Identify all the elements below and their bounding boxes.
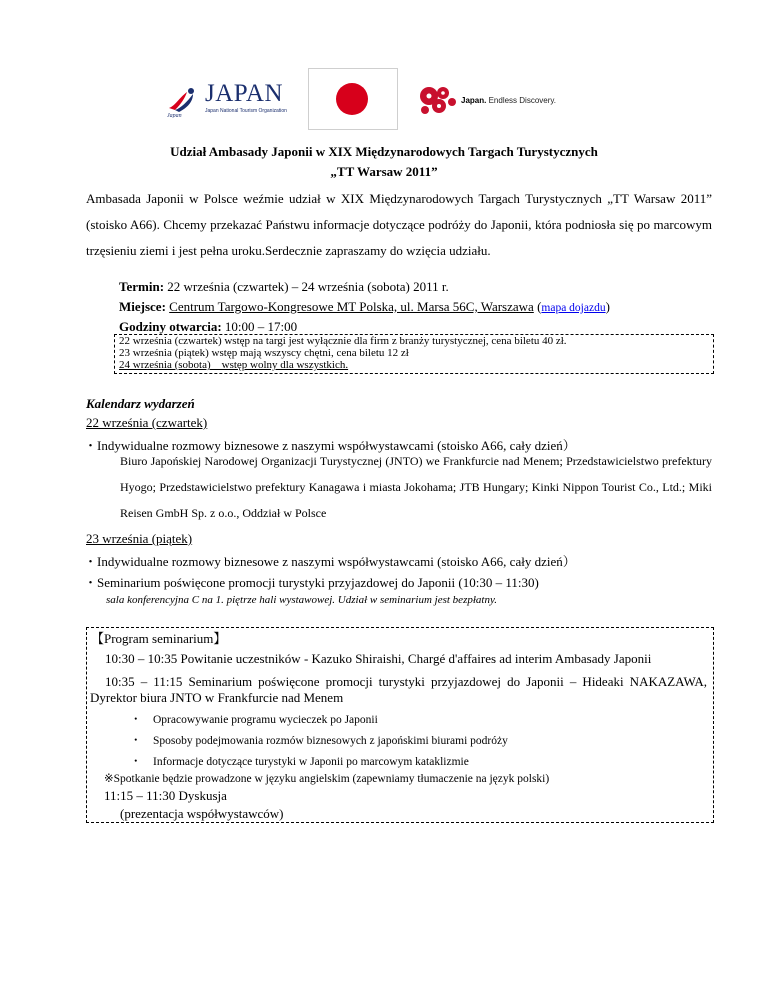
ticket-line: 22 września (czwartek) wstęp na targi jest wyłącznie dla firm z branży turystycznej, cena biletu 40 zł.: [119, 335, 567, 347]
map-link[interactable]: mapa dojazdu: [541, 302, 606, 314]
place-label: Miejsce:: [119, 299, 166, 314]
japan-flag: [308, 68, 398, 130]
jnto-subtitle: Japan National Tourism Organization: [205, 108, 287, 114]
program-subitem: ・ Opracowywanie programu wycieczek po Japonii: [130, 714, 378, 726]
day2-bullet-meetings: ・Indywidualne rozmowy biznesowe z naszymi współwystawcami (stoisko A66, cały dzień）: [84, 554, 576, 569]
term-line: [119, 279, 449, 295]
day1-bullet: ・Indywidualne rozmowy biznesowe z naszymi współwystawcami (stoisko A66, cały dzień）: [84, 438, 576, 453]
program-item-welcome: 10:30 – 10:35 Powitanie uczestników - Kazuko Shiraishi, Chargé d'affaires ad interim Ambasady Japonii: [105, 651, 652, 666]
program-title: 【Program seminarium】: [91, 631, 227, 646]
program-item-discussion: 11:15 – 11:30 Dyskusja: [104, 788, 227, 803]
hours-label: Godziny otwarcia:: [119, 319, 222, 334]
program-language-note: ※Spotkanie będzie prowadzone w języku angielskim (zapewniamy tłumaczenie na język polski): [104, 773, 550, 785]
intro-paragraph: Ambasada Japonii w Polsce weźmie udział w XIX Międzynarodowych Targach Turystycznych „TT Warsaw 2011” (stoisko A66). Chcemy przekazać Państwu informacje dotyczące podróży do Japonii, która podniosła się po marcowym trzęsieniu ziemi i jest pełna uroku.Serdecznie zapraszamy do wzięcia udziału.: [86, 191, 712, 258]
campaign-brand: Japan.: [461, 96, 487, 105]
term-value: 22 września (czwartek) – 24 września (sobota) 2011 r.: [164, 279, 449, 294]
logo-bar: [165, 66, 595, 128]
hours-line: [119, 319, 297, 335]
program-item-discussion-note: (prezentacja współwystawców): [120, 806, 284, 821]
seminar-note: sala konferencyjna C na 1. piętrze hali wystawowej. Udział w seminarium jest bezpłatny.: [106, 594, 497, 606]
jnto-logo-icon: [165, 84, 201, 118]
place-line: [119, 299, 610, 315]
program-item-seminar-cont: Dyrektor biura JNTO w Frankfurcie nad Menem: [90, 690, 344, 705]
svg-text:Japan: Japan: [167, 113, 182, 118]
venue-link[interactable]: Centrum Targowo-Kongresowe MT Polska, ul. Marsa 56C, Warszawa: [169, 299, 534, 314]
flag-sun-disc: [336, 83, 368, 115]
campaign-slogan: Endless Discovery.: [488, 96, 557, 105]
hours-value: 10:00 – 17:00: [221, 319, 298, 334]
term-label: Termin:: [119, 279, 165, 294]
program-item-seminar: 10:35 – 11:15 Seminarium poświęcone promocji turystyki przyjazdowej do Japonii – Hideaki NAKAZAWA,: [105, 674, 707, 689]
ticket-line: 24 września (sobota) wstęp wolny dla wszystkich.: [119, 359, 349, 371]
campaign-tagline: [461, 96, 556, 105]
day1-exhibitors: Biuro Japońskiej Narodowej Organizacji Turystycznej (JNTO) we Frankfurcie nad Menem; Przedstawicielstwo prefektury Hyogo; Przedstawicielstwo prefektury Kanagawa i miasta Jokohama; JTB Hungary; Kinki Nippon Tourist Co., Ltd.; Miki Reisen GmbH Sp. z o.o., Oddział w Polsce: [120, 454, 712, 520]
page-subtitle: „TT Warsaw 2011”: [330, 164, 438, 179]
ticket-line: 23 września (piątek) wstęp mają wszyscy chętni, cena biletu 12 zł: [119, 347, 409, 359]
calendar-heading: Kalendarz wydarzeń: [86, 396, 195, 411]
program-subitem: ・ Informacje dotyczące turystyki w Japonii po marcowym kataklizmie: [130, 756, 469, 768]
program-subitem: ・ Sposoby podejmowania rozmów biznesowych z japońskimi biurami podróży: [130, 735, 508, 747]
map-link-open: (: [533, 299, 542, 314]
page-title: Udział Ambasady Japonii w XIX Międzynarodowych Targach Turystycznych: [170, 144, 598, 159]
map-link-close: ): [605, 299, 610, 314]
day2-bullet-seminar: ・Seminarium poświęcone promocji turystyki przyjazdowej do Japonii (10:30 – 11:30): [84, 575, 539, 590]
ticket-info-box: [114, 334, 714, 374]
day1-date: 22 września (czwartek): [86, 415, 208, 430]
jnto-wordmark: JAPAN: [205, 80, 284, 107]
cherry-blossom-icon: [417, 84, 461, 118]
day2-date: 23 września (piątek): [86, 531, 193, 546]
